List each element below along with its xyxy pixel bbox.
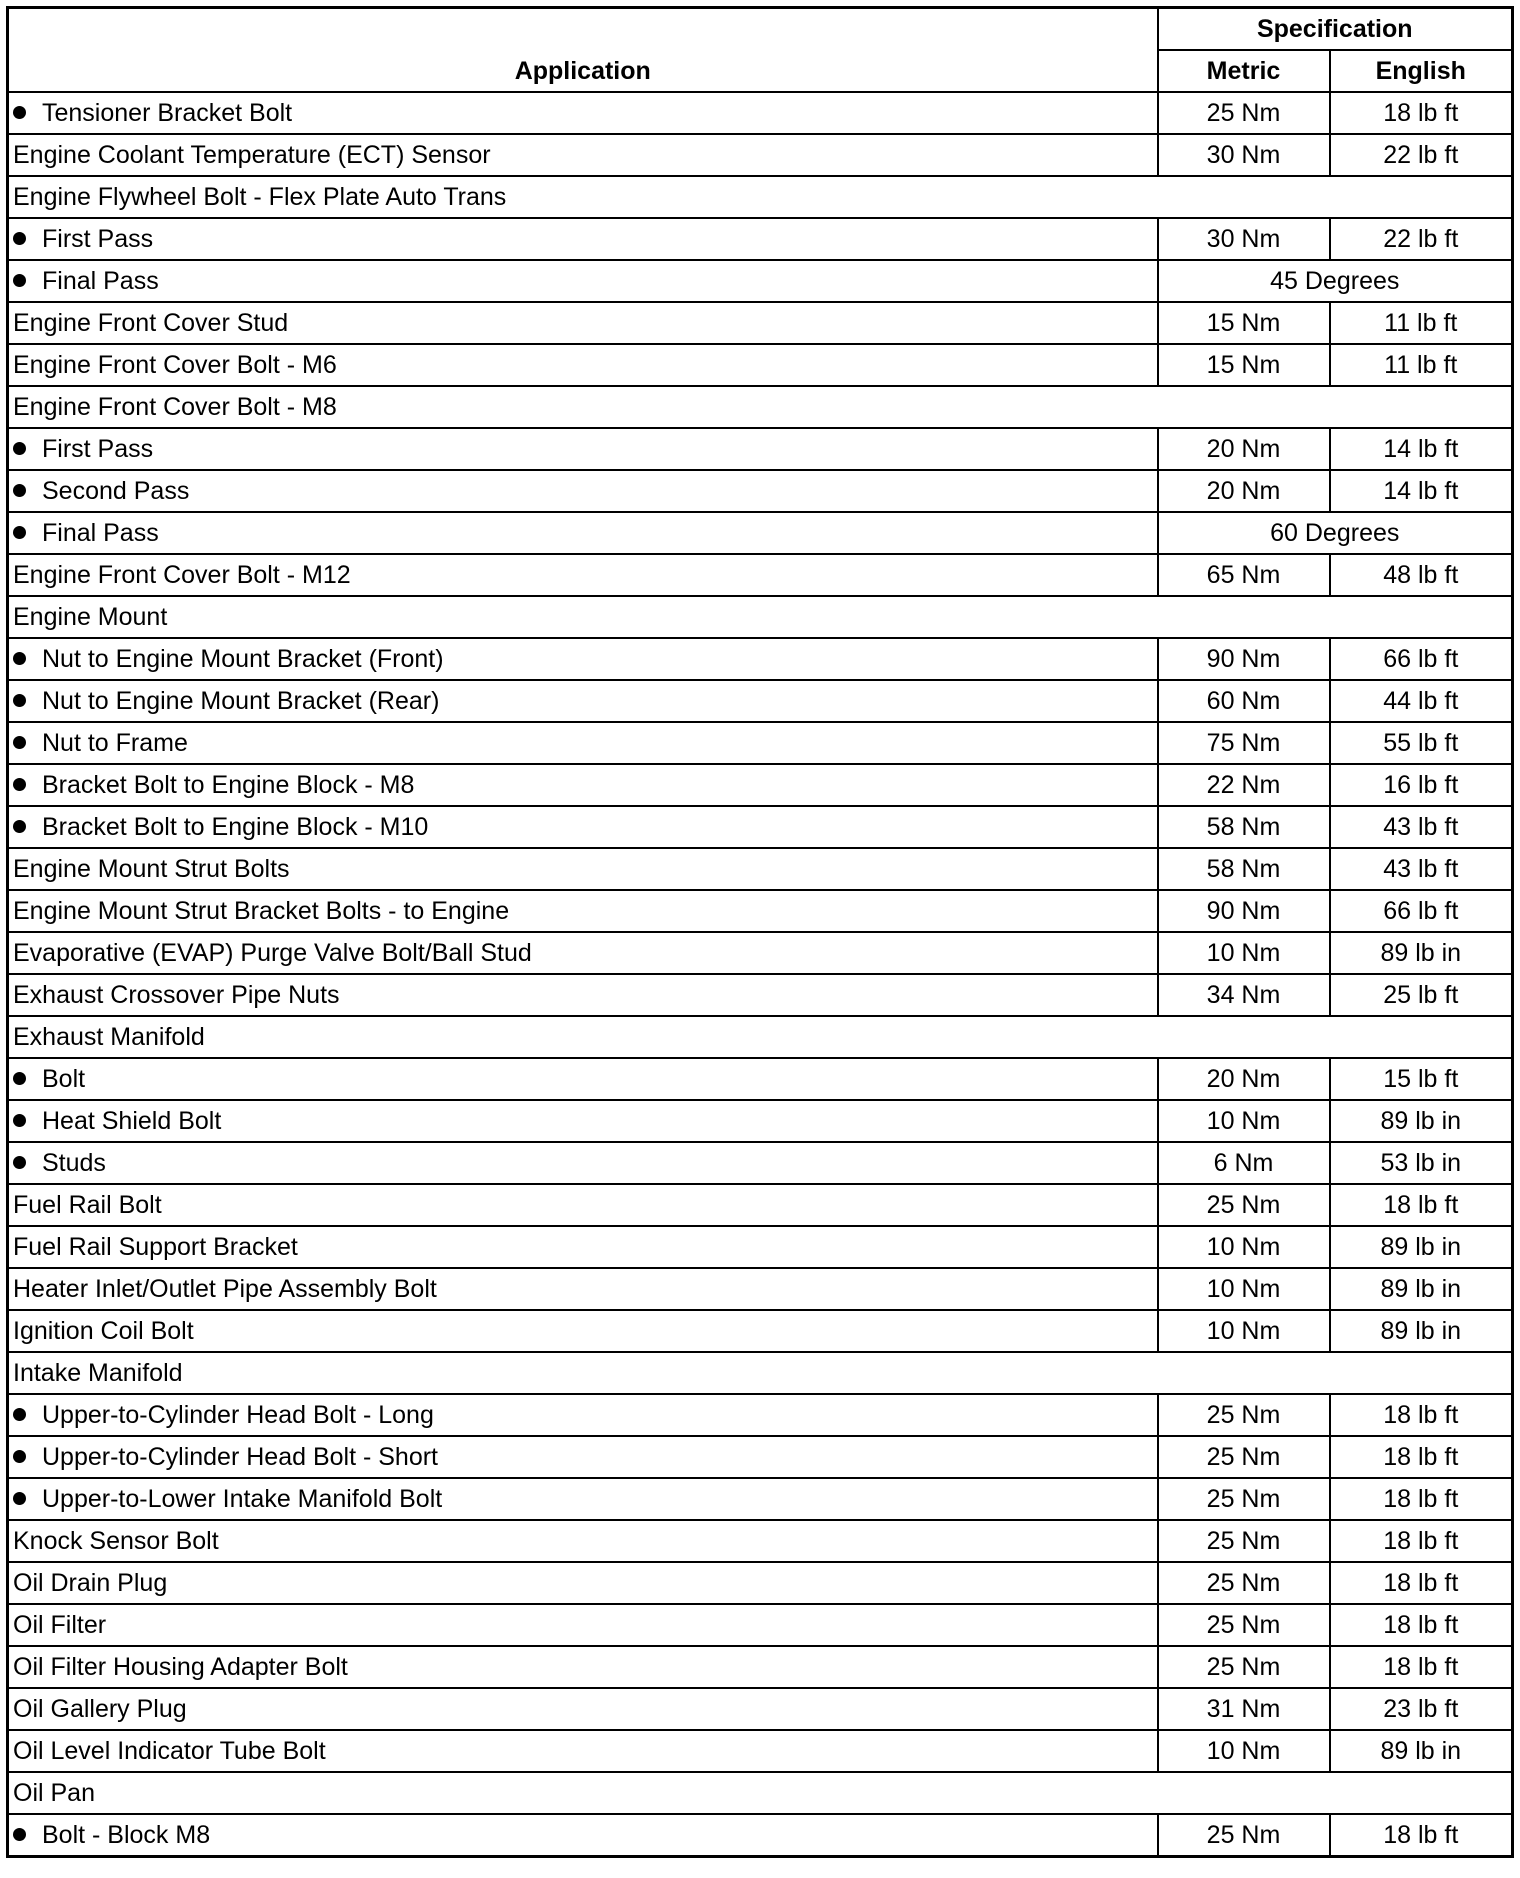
metric-cell: 25 Nm: [1158, 92, 1330, 134]
application-label: Fuel Rail Bolt: [13, 1191, 162, 1219]
application-cell: [8, 848, 1158, 890]
metric-cell: 25 Nm: [1158, 1394, 1330, 1436]
metric-cell: 10 Nm: [1158, 1100, 1330, 1142]
application-cell: [8, 1562, 1158, 1604]
bullet-icon: [13, 526, 26, 539]
metric-cell: 25 Nm: [1158, 1562, 1330, 1604]
application-label: Ignition Coil Bolt: [13, 1317, 194, 1345]
application-cell: [8, 1772, 1513, 1814]
application-label: Heat Shield Bolt: [42, 1107, 222, 1135]
table-row: [8, 890, 1513, 932]
english-cell: 89 lb in: [1330, 1310, 1513, 1352]
english-cell: 14 lb ft: [1330, 470, 1513, 512]
application-label: Oil Filter: [13, 1611, 107, 1639]
table-row: [8, 1604, 1513, 1646]
application-cell: [8, 1016, 1513, 1058]
table-row: [8, 1688, 1513, 1730]
english-cell: 18 lb ft: [1330, 1520, 1513, 1562]
table-row: [8, 764, 1513, 806]
metric-cell: 15 Nm: [1158, 302, 1330, 344]
metric-cell: 30 Nm: [1158, 134, 1330, 176]
application-label: Oil Level Indicator Tube Bolt: [13, 1737, 326, 1765]
table-row: [8, 806, 1513, 848]
metric-cell: 20 Nm: [1158, 428, 1330, 470]
application-cell: [8, 1268, 1158, 1310]
metric-cell: 58 Nm: [1158, 848, 1330, 890]
application-label: Final Pass: [42, 267, 159, 295]
table-row: [8, 932, 1513, 974]
english-cell: 22 lb ft: [1330, 218, 1513, 260]
metric-cell: 60 Nm: [1158, 680, 1330, 722]
table-row: [8, 596, 1513, 638]
english-cell: 66 lb ft: [1330, 890, 1513, 932]
application-cell: [8, 764, 1158, 806]
metric-cell: 6 Nm: [1158, 1142, 1330, 1184]
bullet-icon: [13, 1114, 26, 1127]
application-cell: [8, 554, 1158, 596]
application-cell: [8, 134, 1158, 176]
table-row: [8, 1394, 1513, 1436]
application-cell: [8, 218, 1158, 260]
application-cell: [8, 302, 1158, 344]
application-label: Exhaust Crossover Pipe Nuts: [13, 981, 340, 1009]
spec-span-cell: 45 Degrees: [1158, 260, 1513, 302]
application-label: Engine Mount Strut Bolts: [13, 855, 290, 883]
application-label: Engine Front Cover Bolt - M8: [13, 393, 337, 421]
application-label: Bracket Bolt to Engine Block - M10: [42, 813, 429, 841]
application-label: Oil Gallery Plug: [13, 1695, 187, 1723]
table-row: [8, 1436, 1513, 1478]
application-cell: [8, 722, 1158, 764]
application-cell: [8, 1226, 1158, 1268]
application-label: First Pass: [42, 225, 154, 253]
application-label: Tensioner Bracket Bolt: [42, 99, 293, 127]
header-application: Application: [8, 8, 1158, 93]
english-cell: 55 lb ft: [1330, 722, 1513, 764]
english-cell: 89 lb in: [1330, 1100, 1513, 1142]
application-label: Bolt: [42, 1065, 86, 1093]
application-cell: [8, 1478, 1158, 1520]
bullet-icon: [13, 694, 26, 707]
application-cell: [8, 260, 1158, 302]
table-row: [8, 260, 1513, 302]
english-cell: 89 lb in: [1330, 1730, 1513, 1772]
english-cell: 18 lb ft: [1330, 1184, 1513, 1226]
table-row: [8, 1100, 1513, 1142]
metric-cell: 10 Nm: [1158, 1310, 1330, 1352]
metric-cell: 75 Nm: [1158, 722, 1330, 764]
torque-spec-table: [6, 6, 1514, 1858]
application-cell: [8, 1058, 1158, 1100]
metric-cell: 20 Nm: [1158, 470, 1330, 512]
english-cell: 18 lb ft: [1330, 1814, 1513, 1857]
bullet-icon: [13, 1072, 26, 1085]
table-row: [8, 1814, 1513, 1857]
application-label: Engine Front Cover Bolt - M6: [13, 351, 337, 379]
application-label: Engine Mount Strut Bracket Bolts - to Engine: [13, 897, 510, 925]
table-row: [8, 638, 1513, 680]
english-cell: 18 lb ft: [1330, 1646, 1513, 1688]
application-cell: [8, 512, 1158, 554]
table-row: [8, 1352, 1513, 1394]
spec-span-cell: 60 Degrees: [1158, 512, 1513, 554]
table-row: [8, 1310, 1513, 1352]
application-cell: [8, 1352, 1513, 1394]
english-cell: 18 lb ft: [1330, 1604, 1513, 1646]
application-cell: [8, 974, 1158, 1016]
metric-cell: 10 Nm: [1158, 932, 1330, 974]
english-cell: 18 lb ft: [1330, 1436, 1513, 1478]
english-cell: 23 lb ft: [1330, 1688, 1513, 1730]
metric-cell: 58 Nm: [1158, 806, 1330, 848]
english-cell: 18 lb ft: [1330, 1562, 1513, 1604]
application-cell: [8, 1814, 1158, 1857]
application-label: Oil Pan: [13, 1779, 95, 1807]
application-cell: [8, 344, 1158, 386]
english-cell: 18 lb ft: [1330, 1394, 1513, 1436]
bullet-icon: [13, 736, 26, 749]
application-label: Nut to Engine Mount Bracket (Front): [42, 645, 444, 673]
table-row: [8, 386, 1513, 428]
table-row: [8, 176, 1513, 218]
application-cell: [8, 1604, 1158, 1646]
application-label: Upper-to-Cylinder Head Bolt - Long: [42, 1401, 434, 1429]
header-english: English: [1330, 50, 1513, 92]
application-label: Engine Coolant Temperature (ECT) Sensor: [13, 141, 491, 169]
application-cell: [8, 1142, 1158, 1184]
metric-cell: 10 Nm: [1158, 1226, 1330, 1268]
bullet-icon: [13, 1450, 26, 1463]
application-label: Upper-to-Cylinder Head Bolt - Short: [42, 1443, 438, 1471]
english-cell: 66 lb ft: [1330, 638, 1513, 680]
bullet-icon: [13, 106, 26, 119]
application-cell: [8, 1394, 1158, 1436]
table-row: [8, 1478, 1513, 1520]
application-label: Engine Mount: [13, 603, 168, 631]
application-label: Nut to Engine Mount Bracket (Rear): [42, 687, 440, 715]
bullet-icon: [13, 442, 26, 455]
metric-cell: 25 Nm: [1158, 1184, 1330, 1226]
bullet-icon: [13, 1156, 26, 1169]
application-cell: [8, 386, 1513, 428]
application-cell: [8, 428, 1158, 470]
table-row: [8, 1562, 1513, 1604]
metric-cell: 25 Nm: [1158, 1814, 1330, 1857]
bullet-icon: [13, 274, 26, 287]
metric-cell: 10 Nm: [1158, 1730, 1330, 1772]
application-label: Second Pass: [42, 477, 190, 505]
bullet-icon: [13, 1408, 26, 1421]
application-label: First Pass: [42, 435, 154, 463]
table-row: [8, 974, 1513, 1016]
application-cell: [8, 1730, 1158, 1772]
metric-cell: 90 Nm: [1158, 890, 1330, 932]
application-label: Engine Front Cover Stud: [13, 309, 289, 337]
metric-cell: 34 Nm: [1158, 974, 1330, 1016]
application-cell: [8, 176, 1513, 218]
bullet-icon: [13, 652, 26, 665]
application-label: Upper-to-Lower Intake Manifold Bolt: [42, 1485, 443, 1513]
table-row: [8, 218, 1513, 260]
application-cell: [8, 680, 1158, 722]
english-cell: 14 lb ft: [1330, 428, 1513, 470]
metric-cell: 90 Nm: [1158, 638, 1330, 680]
table-row: [8, 1016, 1513, 1058]
table-row: [8, 680, 1513, 722]
application-label: Knock Sensor Bolt: [13, 1527, 219, 1555]
metric-cell: 31 Nm: [1158, 1688, 1330, 1730]
table-row: [8, 302, 1513, 344]
english-cell: 18 lb ft: [1330, 1478, 1513, 1520]
application-label: Studs: [42, 1149, 106, 1177]
bullet-icon: [13, 778, 26, 791]
application-label: Nut to Frame: [42, 729, 188, 757]
english-cell: 25 lb ft: [1330, 974, 1513, 1016]
application-label: Final Pass: [42, 519, 159, 547]
table-row: [8, 92, 1513, 134]
application-label: Evaporative (EVAP) Purge Valve Bolt/Ball Stud: [13, 939, 532, 967]
metric-cell: 65 Nm: [1158, 554, 1330, 596]
english-cell: 53 lb in: [1330, 1142, 1513, 1184]
metric-cell: 25 Nm: [1158, 1646, 1330, 1688]
application-cell: [8, 1100, 1158, 1142]
application-cell: [8, 1688, 1158, 1730]
bullet-icon: [13, 820, 26, 833]
metric-cell: 25 Nm: [1158, 1478, 1330, 1520]
metric-cell: 30 Nm: [1158, 218, 1330, 260]
english-cell: 44 lb ft: [1330, 680, 1513, 722]
application-label: Oil Filter Housing Adapter Bolt: [13, 1653, 348, 1681]
header-metric: Metric: [1158, 50, 1330, 92]
bullet-icon: [13, 232, 26, 245]
metric-cell: 10 Nm: [1158, 1268, 1330, 1310]
table-row: [8, 1142, 1513, 1184]
application-cell: [8, 1520, 1158, 1562]
table-row: [8, 554, 1513, 596]
application-cell: [8, 806, 1158, 848]
metric-cell: 25 Nm: [1158, 1436, 1330, 1478]
table-row: [8, 470, 1513, 512]
application-label: Oil Drain Plug: [13, 1569, 168, 1597]
table-row: [8, 848, 1513, 890]
application-cell: [8, 638, 1158, 680]
application-cell: [8, 1646, 1158, 1688]
table-row: [8, 1226, 1513, 1268]
table-body: [8, 92, 1513, 1857]
header-row-top: [8, 8, 1513, 51]
english-cell: 89 lb in: [1330, 1268, 1513, 1310]
metric-cell: 20 Nm: [1158, 1058, 1330, 1100]
table-row: [8, 1646, 1513, 1688]
metric-cell: 25 Nm: [1158, 1520, 1330, 1562]
table-row: [8, 722, 1513, 764]
table-row: [8, 1184, 1513, 1226]
application-label: Fuel Rail Support Bracket: [13, 1233, 298, 1261]
application-cell: [8, 932, 1158, 974]
table-row: [8, 344, 1513, 386]
application-label: Heater Inlet/Outlet Pipe Assembly Bolt: [13, 1275, 437, 1303]
english-cell: 43 lb ft: [1330, 806, 1513, 848]
application-cell: [8, 1310, 1158, 1352]
table-row: [8, 1730, 1513, 1772]
application-cell: [8, 92, 1158, 134]
metric-cell: 15 Nm: [1158, 344, 1330, 386]
application-label: Engine Flywheel Bolt - Flex Plate Auto Trans: [13, 183, 507, 211]
bullet-icon: [13, 1828, 26, 1841]
application-cell: [8, 1184, 1158, 1226]
english-cell: 89 lb in: [1330, 932, 1513, 974]
english-cell: 89 lb in: [1330, 1226, 1513, 1268]
english-cell: 18 lb ft: [1330, 92, 1513, 134]
metric-cell: 25 Nm: [1158, 1604, 1330, 1646]
english-cell: 43 lb ft: [1330, 848, 1513, 890]
english-cell: 11 lb ft: [1330, 302, 1513, 344]
english-cell: 48 lb ft: [1330, 554, 1513, 596]
english-cell: 22 lb ft: [1330, 134, 1513, 176]
english-cell: 11 lb ft: [1330, 344, 1513, 386]
application-label: Engine Front Cover Bolt - M12: [13, 561, 351, 589]
application-cell: [8, 1436, 1158, 1478]
application-cell: [8, 596, 1513, 638]
table-row: [8, 1520, 1513, 1562]
application-cell: [8, 890, 1158, 932]
application-label: Bracket Bolt to Engine Block - M8: [42, 771, 415, 799]
metric-cell: 22 Nm: [1158, 764, 1330, 806]
table-row: [8, 428, 1513, 470]
english-cell: 15 lb ft: [1330, 1058, 1513, 1100]
application-label: Bolt - Block M8: [42, 1821, 211, 1849]
table-row: [8, 1772, 1513, 1814]
table-row: [8, 512, 1513, 554]
english-cell: 16 lb ft: [1330, 764, 1513, 806]
table-row: [8, 1268, 1513, 1310]
header-specification: Specification: [1158, 8, 1513, 51]
bullet-icon: [13, 484, 26, 497]
table-row: [8, 1058, 1513, 1100]
bullet-icon: [13, 1492, 26, 1505]
application-label: Intake Manifold: [13, 1359, 183, 1387]
application-label: Exhaust Manifold: [13, 1023, 205, 1051]
table-row: [8, 134, 1513, 176]
application-cell: [8, 470, 1158, 512]
